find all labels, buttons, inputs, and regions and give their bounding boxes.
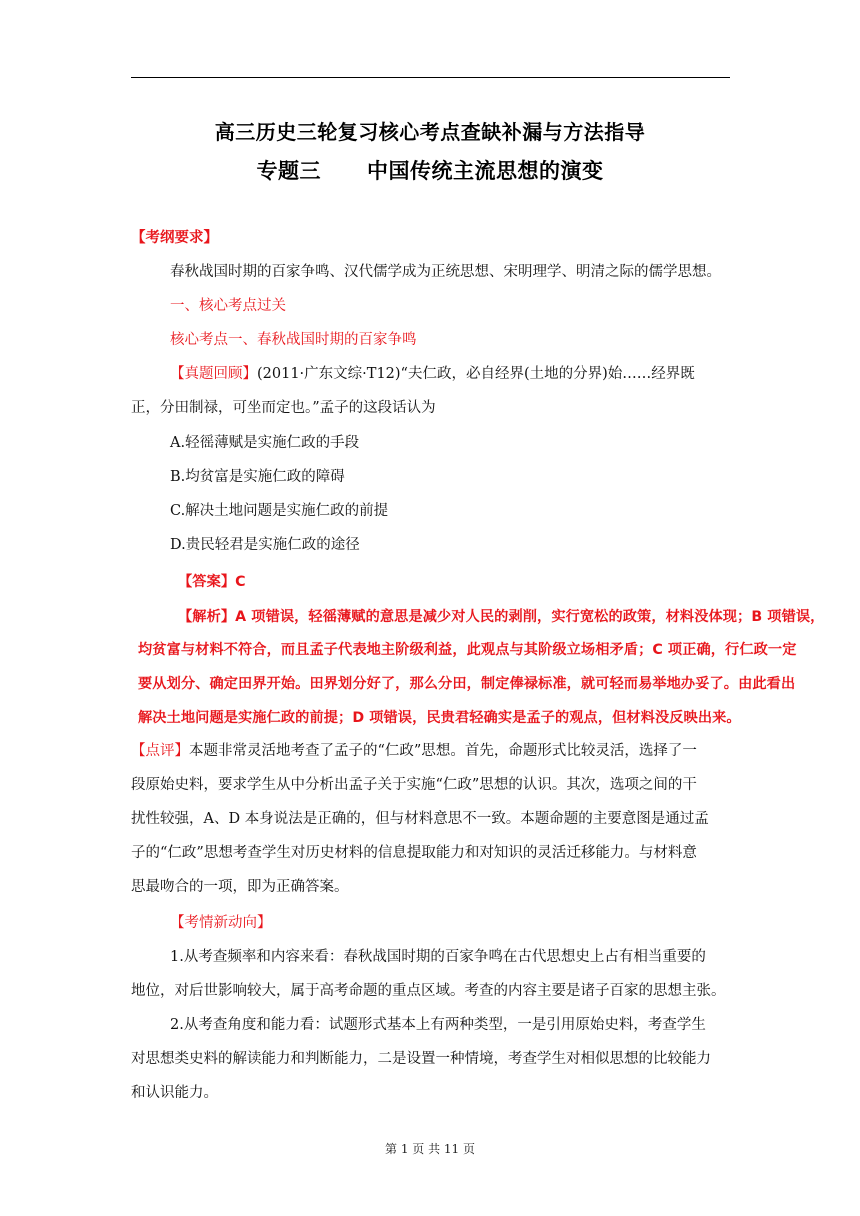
analysis-line-1: 【解析】A 项错误，轻徭薄赋的意思是减少对人民的剥削，实行宽松的政策，材料没体现；B 项错误， bbox=[178, 609, 825, 625]
section-heading: 一、核心考点过关 bbox=[170, 298, 286, 314]
question-stem-line-1: 【真题回顾】(2011·广东文综·T12)“夫仁政，必自经界(土地的分界)始……经界既 bbox=[170, 366, 695, 382]
option-c: C.解决土地问题是实施仁政的前提 bbox=[170, 503, 389, 519]
answer-line bbox=[178, 571, 246, 591]
trends-line-4: 对思想类史料的解读能力和判断能力，二是设置一种情境，考查学生对相似思想的比较能力 bbox=[131, 1051, 711, 1067]
option-a: A.轻徭薄赋是实施仁政的手段 bbox=[170, 435, 360, 451]
option-d: D.贵民轻君是实施仁政的途径 bbox=[170, 537, 360, 553]
trends-line-5: 和认识能力。 bbox=[131, 1085, 218, 1101]
document-subtitle bbox=[0, 155, 860, 185]
comment-line-4: 子的“仁政”思想考查学生对历史材料的信息提取能力和对知识的灵活迁移能力。与材料意 bbox=[131, 845, 697, 861]
subtitle-topic-number: 专题三 bbox=[256, 158, 321, 183]
trends-line-3: 2.从考查角度和能力看：试题形式基本上有两种类型，一是引用原始史料，考查学生 bbox=[170, 1017, 706, 1033]
option-b: B.均贫富是实施仁政的障碍 bbox=[170, 469, 345, 485]
analysis-tag: 【解析】 bbox=[178, 609, 236, 625]
core-point-heading: 核心考点一、春秋战国时期的百家争鸣 bbox=[170, 332, 417, 348]
analysis-line-4: 解决土地问题是实施仁政的前提；D 项错误，民贵君轻确实是孟子的观点，但材料没反映出来。 bbox=[138, 710, 741, 726]
syllabus-heading: 【考纲要求】 bbox=[131, 229, 218, 246]
trends-line-2: 地位，对后世影响较大，属于高考命题的重点区域。考查的内容主要是诸子百家的思想主张。 bbox=[131, 983, 726, 999]
comment-line-5: 思最吻合的一项，即为正确答案。 bbox=[131, 879, 349, 895]
document-title: 高三历史三轮复习核心考点查缺补漏与方法指导 bbox=[214, 120, 646, 144]
question-stem-line-2: 正，分田制禄，可坐而定也。”孟子的这段话认为 bbox=[131, 400, 436, 416]
syllabus-text: 春秋战国时期的百家争鸣、汉代儒学成为正统思想、宋明理学、明清之际的儒学思想。 bbox=[170, 264, 721, 280]
comment-line-2: 段原始史料，要求学生从中分析出孟子关于实施“仁政”思想的认识。其次，选项之间的干 bbox=[131, 777, 697, 793]
header-rule bbox=[131, 77, 730, 78]
question-tag: 【真题回顾】 bbox=[170, 366, 257, 382]
trends-line-1: 1.从考查频率和内容来看：春秋战国时期的百家争鸣在古代思想史上占有相当重要的 bbox=[170, 949, 706, 965]
subtitle-topic-name: 中国传统主流思想的演变 bbox=[367, 158, 604, 183]
page-footer: 第 1 页 共 11 页 bbox=[385, 1142, 475, 1156]
comment-line-1: 【点评】本题非常灵活地考查了孟子的“仁政”思想。首先，命题形式比较灵活，选择了一 bbox=[131, 743, 697, 759]
answer-tag: 【答案】 bbox=[178, 574, 236, 590]
comment-tag: 【点评】 bbox=[131, 743, 189, 759]
trends-heading: 【考情新动向】 bbox=[170, 915, 272, 931]
comment-line-3: 扰性较强，A、D 本身说法是正确的，但与材料意思不一致。本题命题的主要意图是通过孟 bbox=[131, 811, 709, 827]
analysis-line-3: 要从划分、确定田界开始。田界划分好了，那么分田，制定俸禄标准，就可轻而易举地办妥了。由此看出 bbox=[138, 676, 796, 692]
analysis-line-2: 均贫富与材料不符合，而且孟子代表地主阶级利益，此观点与其阶级立场相矛盾；C 项正确，行仁政一定 bbox=[138, 642, 797, 658]
answer-value: C bbox=[235, 574, 246, 590]
